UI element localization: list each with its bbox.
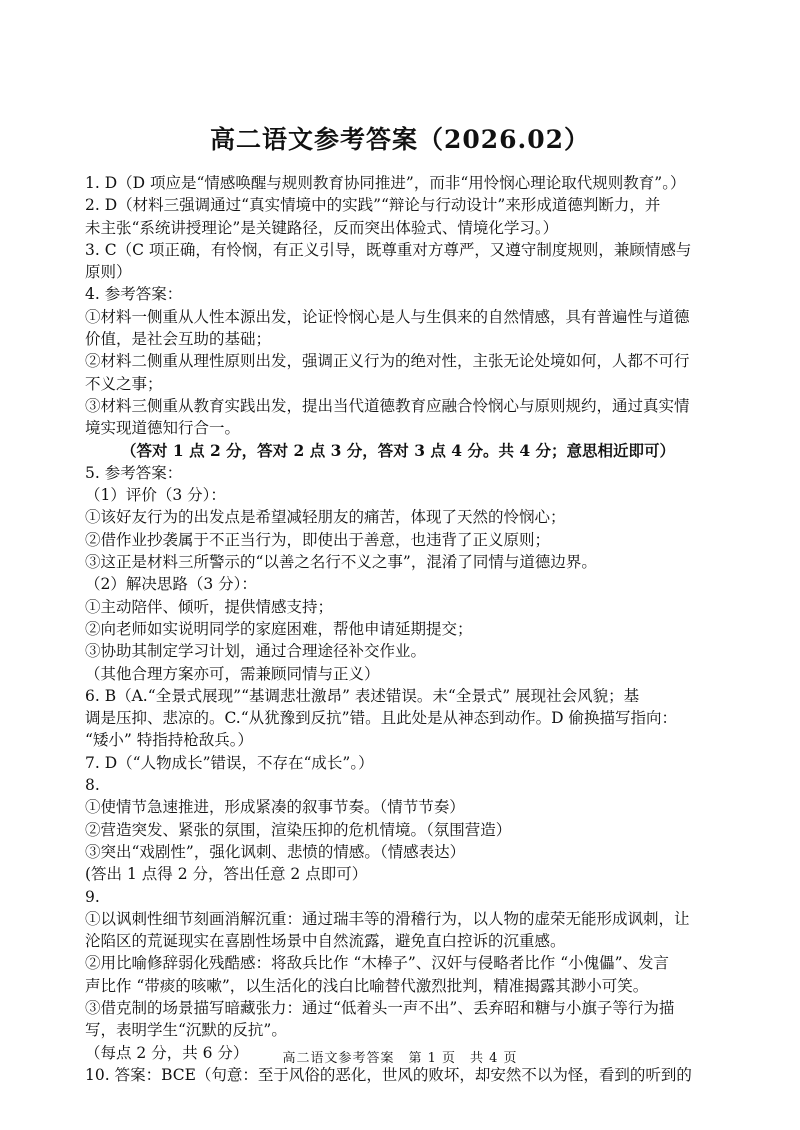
answer-line: 写，表明学生“沉默的反抗”。 [85,1021,287,1040]
answer-line: 2. D（材料三强调通过“真实情境中的实践”“辩论与行动设计”来形成道德判断力，并 [85,196,661,215]
answer-line: ②用比喻修辞弱化残酷感：将敌兵比作 “木棒子”、汉奸与侵略者比作 “小傀儡”、发言 [85,954,670,973]
answer-line: ②借作业抄袭属于不正当行为，即使出于善意，也违背了正义原则； [85,530,551,549]
answer-line: 10. 答案：BCE（句意：至于风俗的恶化，世风的败坏，却安然不以为怪，看到的听到的 [85,1065,692,1084]
answer-line: 3. C（C 项正确，有怜悯，有正义引导，既尊重对方尊严，又遵守制度规则，兼顾情感与 [85,240,692,259]
answer-line: ①材料一侧重从人性本源出发，论证怜悯心是人与生俱来的自然情感，具有普遍性与道德 [85,307,690,326]
answer-line: ②营造突发、紧张的氛围，渲染压抑的危机情境。（氛围营造） [85,820,512,839]
answer-line: 不义之事； [85,374,163,393]
answer-line: ①使情节急速推进，形成紧凑的叙事节奏。（情节节奏） [85,798,465,817]
answer-line: （每点 2 分，共 6 分） [85,1043,249,1062]
answer-line: 1. D（D 项应是“情感唤醒与规则教育协同推进”，而非“用怜悯心理论取代规则教育”。） [85,174,686,192]
answer-line: ②向老师如实说明同学的家庭困难，帮他申请延期提交； [85,619,473,638]
answer-line: ①以讽刺性细节刻画消解沉重：通过瑞丰等的滑稽行为，以人物的虚荣无能形成讽刺，让 [85,909,690,928]
answer-line: ③材料三侧重从教育实践出发，提出当代道德教育应融合怜悯心与原则规约，通过真实情 [85,396,690,415]
answer-line: 境实现道德知行合一。 [85,419,241,438]
answer-line: 声比作 “带痰的咳嗽”，以生活化的浅白比喻替代激烈批判，精准揭露其渺小可笑。 [85,976,649,995]
page-title: 高二语文参考答案（2026.02） [209,125,591,154]
answer-line: 价值，是社会互助的基础； [85,330,272,349]
answer-line: 8. [85,776,100,795]
answer-line: ①主动陪伴、倾听，提供情感支持； [85,597,334,616]
answer-content [85,172,752,1086]
answer-line: ③突出“戏剧性”，强化讽刺、悲愤的情感。（情感表达） [85,842,466,861]
answer-line: （2）解决思路（3 分）： [85,575,257,594]
answer-line: （其他合理方案亦可，需兼顾同情与正义） [85,664,380,683]
answer-line: 原则） [85,263,132,282]
answer-line: 未主张“系统讲授理论”是关键路径，反而突出体验式、情境化学习。） [85,218,559,237]
answer-line: 6. B（A.“全景式展现”“基调悲壮激昂” 表述错误。未“全景式” 展现社会风貌；基 [85,686,640,705]
answer-line: ③协助其制定学习计划，通过合理途径补交作业。 [85,642,427,661]
answer-line: ③这正是材料三所警示的“以善之名行不义之事”，混淆了同情与道德边界。 [85,553,597,572]
answer-line: ③借克制的场景描写暗藏张力：通过“低着头一声不出”、丢弃昭和糖与小旗子等行为描 [85,998,675,1017]
page-footer: 高二语文参考答案 第 1 页 共 4 页 [282,1051,518,1066]
answer-line: ②材料二侧重从理性原则出发，强调正义行为的绝对性，主张无论处境如何，人都不可行 [85,352,690,371]
scoring-note: （答对 1 点 2 分，答对 2 点 3 分，答对 3 点 4 分。共 4 分；意思相近即可） [121,440,676,460]
answer-line: 调是压抑、悲凉的。C.“从犹豫到反抗”错。且此处是从神态到动作。D 偷换描写指向： [85,709,677,728]
answer-line: 4. 参考答案： [85,285,183,304]
answer-line: ①该好友行为的出发点是希望减轻朋友的痛苦，体现了天然的怜悯心； [85,508,566,527]
answer-line: (答出 1 点得 2 分，答出任意 2 点即可） [85,865,368,884]
answer-line: “矮小” 特指持枪敌兵。） [85,731,254,750]
answer-line: 沦陷区的荒诞现实在喜剧性场景中自然流露，避免直白控诉的沉重感。 [85,932,566,951]
answer-line: 5. 参考答案： [85,463,183,482]
answer-line: （1）评价（3 分）： [85,486,226,505]
answer-line: 9. [85,887,100,906]
answer-line: 7. D（“人物成长”错误，不存在“成长”。） [85,753,374,772]
